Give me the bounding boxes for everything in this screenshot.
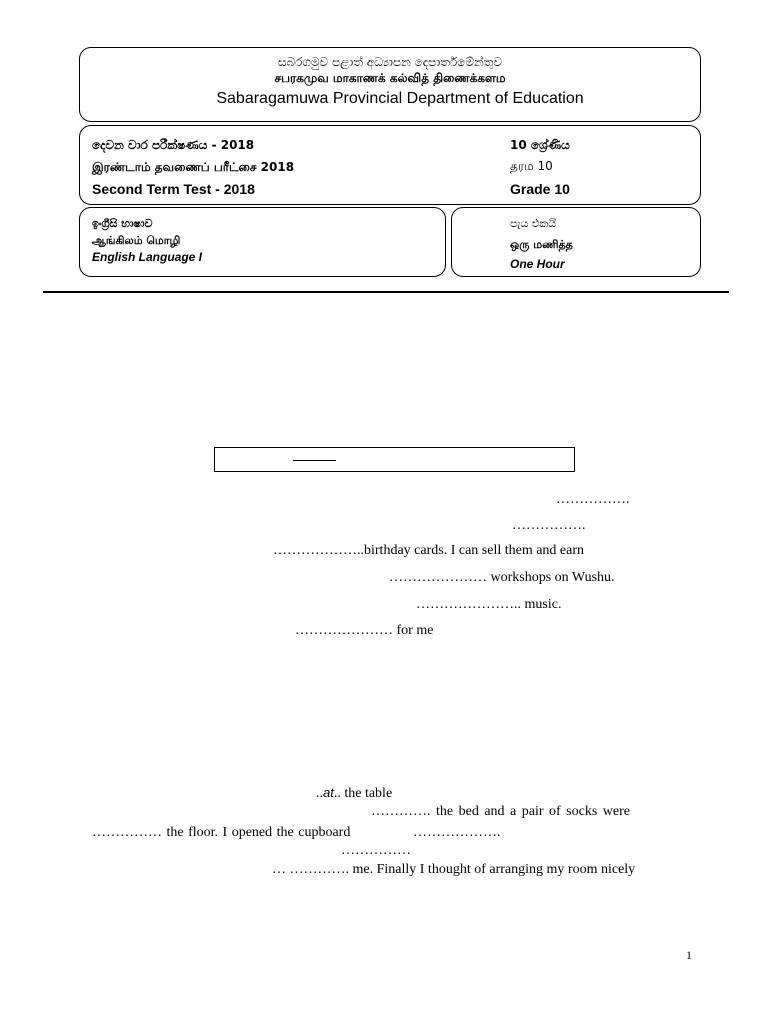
answer-example-at: at (323, 785, 334, 800)
grade-sinhala: 10 ශ්‍රේණිය (510, 138, 570, 152)
page-number: 1 (686, 948, 692, 962)
text-fragment-8: …………. the bed and a pair of socks were (371, 804, 630, 819)
dots-before: .. (316, 786, 323, 801)
text-fragment-11: … …………. me. Finally I thought of arranging my room nicely (272, 862, 636, 877)
department-title-english: Sabaragamuwa Provincial Department of Education (216, 90, 584, 107)
text-fragment-10: …………… (341, 843, 411, 858)
duration-sinhala: පැය එකයි (510, 217, 557, 230)
header-separator-line (43, 291, 729, 293)
term-tamil: இரண்டாம் தவணைப் பரீட்சை 2018 (92, 160, 295, 174)
section-title-box (214, 447, 575, 472)
grade-tamil: தரம 10 (510, 159, 553, 173)
department-title-tamil: சபரகமுவ மாகாணக் கல்வித் திணைக்களம (274, 71, 506, 85)
text-fragment-2: ……………. (512, 518, 586, 533)
subject-sinhala: ඉංග්‍රීසි භාෂාව (92, 217, 153, 230)
subject-tamil: ஆங்கிலம் மொழி (92, 234, 181, 247)
term-sinhala: දෙවන වාර පරීක්ෂණය - 2018 (92, 138, 255, 152)
text-fragment-3: ………………..birthday cards. I can sell them and earn (273, 543, 585, 558)
text-fragment-6: ………………… for me (295, 623, 434, 638)
text-fragment-9a: …………… the floor. I opened the cupboard (92, 825, 351, 840)
duration-tamil: ஒரு மணித்த (510, 238, 573, 251)
duration-english: One Hour (510, 257, 565, 271)
text-fragment-4: ………………… workshops on Wushu. (389, 570, 615, 585)
text-fragment-5: ………………….. music. (416, 597, 562, 612)
title-underline (293, 460, 336, 461)
department-title-sinhala: සබරගමුව පළාත් අධ්‍යාපන දෙපාර්තමේන්තුව (277, 55, 503, 69)
subject-english: English Language I (92, 250, 203, 264)
text-fragment-7 (316, 785, 392, 802)
grade-english: Grade 10 (510, 181, 570, 197)
dots-after: .. (333, 786, 341, 801)
term-english: Second Term Test - 2018 (92, 181, 255, 197)
text-fragment-1: ……………. (556, 492, 630, 507)
text-fragment-9b: ………………. (413, 825, 501, 840)
table-text: the table (340, 786, 393, 801)
duration-box (451, 207, 701, 277)
